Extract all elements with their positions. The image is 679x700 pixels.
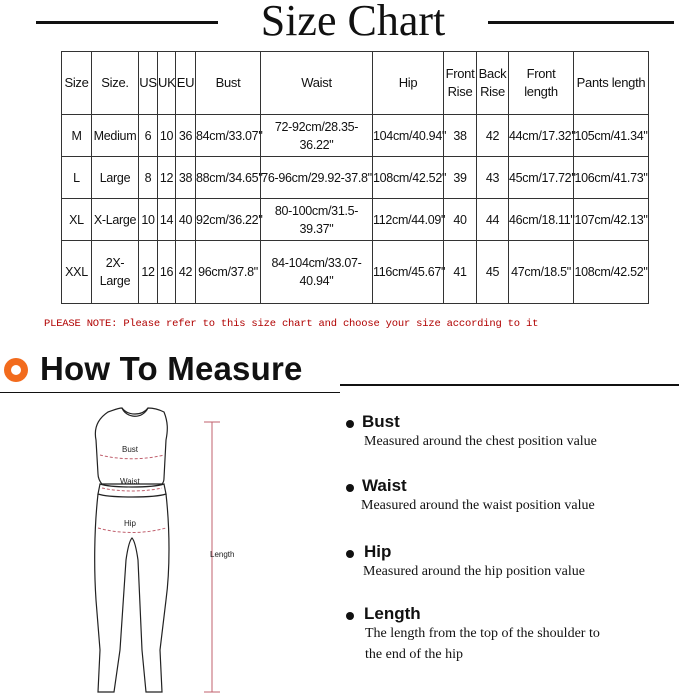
- table-cell: [62, 241, 92, 304]
- table-cell: [196, 115, 261, 157]
- cell-text: 116cm/45.67": [373, 265, 446, 279]
- jumpsuit-figure: [70, 400, 250, 696]
- cell-text: 45cm/17.72": [509, 170, 576, 185]
- cell-text: M: [71, 128, 82, 143]
- table-cell: [574, 241, 649, 304]
- cell-text: 47cm/18.5": [511, 265, 571, 279]
- table-cell: [574, 115, 649, 157]
- header-rule-left: [0, 392, 340, 393]
- table-cell: [444, 241, 477, 304]
- table-cell: [62, 52, 92, 115]
- measure-description: The length from the top of the shoulder to: [365, 626, 600, 641]
- table-cell: [176, 199, 196, 241]
- table-cell: [139, 157, 158, 199]
- table-cell: [261, 199, 373, 241]
- table-cell: [196, 241, 261, 304]
- figure-length-label: Length: [210, 550, 235, 559]
- table-cell: [477, 157, 509, 199]
- measure-label: Length: [364, 604, 421, 623]
- cell-text: Waist: [301, 75, 332, 90]
- table-cell: [444, 115, 477, 157]
- table-cell: [444, 157, 477, 199]
- header-rule-right: [340, 384, 679, 386]
- cell-text: 45: [485, 265, 500, 279]
- cell-text: Front: [526, 66, 556, 81]
- table-cell: [509, 115, 574, 157]
- cell-text: 42: [178, 265, 193, 279]
- cell-text: 14: [159, 212, 174, 227]
- table-cell: [477, 241, 509, 304]
- table-cell: [139, 241, 158, 304]
- target-bullet-icon: [4, 358, 28, 382]
- cell-text: 10: [159, 128, 174, 143]
- cell-text: Large: [99, 274, 131, 288]
- cell-text: 38: [453, 128, 467, 143]
- measure-description: Measured around the hip position value: [363, 564, 586, 579]
- cell-text: 44cm/17.32": [509, 128, 576, 143]
- table-cell: [477, 52, 509, 115]
- cell-text: 6: [144, 128, 152, 143]
- table-cell: [158, 241, 176, 304]
- cell-text: 2X-: [105, 256, 125, 270]
- table-cell: [92, 115, 139, 157]
- table-cell: [373, 52, 444, 115]
- table-cell: [509, 199, 574, 241]
- table-cell: [196, 52, 261, 115]
- table-cell: [574, 199, 649, 241]
- cell-text: 108cm/42.52": [373, 170, 447, 185]
- size-note: PLEASE NOTE: Please refer to this size chart and choose your size according to it: [44, 318, 539, 330]
- bullet-dot-icon: [346, 550, 354, 558]
- cell-text: 84-104cm/33.07-40.94": [271, 256, 362, 288]
- cell-text: 112cm/44.09": [373, 212, 446, 227]
- cell-text: Back: [478, 66, 507, 81]
- cell-text: 16: [159, 265, 174, 279]
- table-cell: [92, 199, 139, 241]
- cell-text: 12: [159, 170, 174, 185]
- table-cell: [176, 52, 196, 115]
- table-cell: [176, 157, 196, 199]
- measure-label: Bust: [362, 412, 400, 431]
- table-cell: [92, 241, 139, 304]
- cell-text: 76-96cm/29.92-37.8": [261, 170, 372, 185]
- measure-label: Hip: [364, 542, 392, 561]
- cell-text: 108cm/42.52": [574, 265, 648, 279]
- cell-text: Rise: [447, 84, 473, 99]
- table-cell: [196, 199, 261, 241]
- table-cell: [261, 157, 373, 199]
- table-row: [62, 115, 649, 157]
- cell-text: 40: [453, 212, 467, 227]
- table-cell: [373, 157, 447, 199]
- table-cell: [477, 115, 509, 157]
- cell-text: 40: [178, 212, 193, 227]
- cell-text: 42: [485, 128, 500, 143]
- cell-text: 84cm/33.07": [196, 128, 263, 143]
- table-cell: [261, 52, 373, 115]
- bullet-dot-icon: [346, 420, 354, 428]
- measure-description: Measured around the chest position value: [364, 434, 597, 449]
- measure-description: the end of the hip: [365, 647, 463, 662]
- table-cell: [92, 52, 139, 115]
- cell-text: 39: [453, 170, 467, 185]
- cell-text: 96cm/37.8": [198, 265, 258, 279]
- cell-text: 106cm/41.73": [574, 170, 648, 185]
- table-cell: [509, 52, 574, 115]
- page-title: Size Chart: [260, 0, 446, 45]
- table-cell: [373, 241, 444, 304]
- table-row: [62, 199, 649, 241]
- cell-text: Rise: [480, 84, 505, 99]
- table-cell: [139, 199, 158, 241]
- measure-description: Measured around the waist position value: [361, 498, 595, 513]
- table-cell: [158, 199, 176, 241]
- table-cell: [139, 52, 158, 115]
- cell-text: 46cm/18.11": [509, 212, 575, 227]
- cell-text: Hip: [398, 75, 418, 90]
- cell-text: 36: [178, 128, 193, 143]
- table-cell: [261, 115, 373, 157]
- figure-bust-label: Bust: [122, 445, 139, 454]
- table-header-row: [62, 52, 649, 115]
- cell-text: 38: [178, 170, 193, 185]
- cell-text: Bust: [215, 75, 241, 90]
- table-cell: [261, 241, 373, 304]
- cell-text: 44: [485, 212, 500, 227]
- table-cell: [139, 115, 158, 157]
- measure-label: Waist: [362, 476, 407, 495]
- cell-text: 12: [141, 265, 155, 279]
- title-rule-right: [488, 21, 674, 24]
- table-cell: [176, 115, 196, 157]
- cell-text: Size: [64, 75, 89, 90]
- how-to-measure-header: [0, 348, 679, 396]
- cell-text: 10: [141, 212, 155, 227]
- cell-text: Medium: [93, 128, 137, 143]
- table-cell: [444, 52, 477, 115]
- cell-text: 72-92cm/28.35-36.22": [274, 119, 359, 152]
- bullet-dot-icon: [346, 612, 354, 620]
- cell-text: Front: [445, 66, 475, 81]
- table-cell: [477, 199, 509, 241]
- table-cell: [574, 52, 649, 115]
- cell-text: XL: [69, 212, 84, 227]
- size-chart-table: [61, 51, 649, 304]
- how-to-measure-title: How To Measure: [40, 350, 303, 387]
- cell-text: XXL: [65, 265, 88, 279]
- table-row: [62, 241, 649, 304]
- table-cell: [176, 241, 196, 304]
- table-cell: [574, 157, 649, 199]
- cell-text: 105cm/41.34": [574, 128, 648, 143]
- table-cell: [158, 157, 176, 199]
- title-rule-left: [36, 21, 218, 24]
- cell-text: Pants length: [576, 75, 646, 90]
- table-cell: [62, 199, 92, 241]
- cell-text: 88cm/34.65": [196, 170, 263, 185]
- figure-hip-label: Hip: [124, 519, 137, 528]
- cell-text: 8: [144, 170, 152, 185]
- cell-text: length: [524, 84, 558, 99]
- table-cell: [62, 157, 92, 199]
- table-cell: [373, 199, 444, 241]
- table-cell: [509, 241, 574, 304]
- cell-text: 43: [485, 170, 500, 185]
- cell-text: EU: [176, 75, 195, 90]
- cell-text: UK: [158, 75, 176, 90]
- measure-lines: [98, 422, 220, 692]
- cell-text: Size.: [101, 75, 129, 90]
- size-chart-header: [0, 0, 679, 46]
- cell-text: X-Large: [93, 212, 137, 227]
- cell-text: 104cm/40.94": [373, 128, 447, 143]
- cell-text: 107cm/42.13": [574, 212, 648, 227]
- table-cell: [92, 157, 139, 199]
- table-cell: [158, 52, 176, 115]
- cell-text: 80-100cm/31.5-39.37": [274, 203, 359, 236]
- table-cell: [196, 157, 261, 199]
- figure-waist-label: Waist: [120, 477, 140, 486]
- cell-text: Large: [99, 170, 131, 185]
- table-cell: [509, 157, 574, 199]
- table-cell: [444, 199, 477, 241]
- cell-text: L: [73, 170, 80, 185]
- table-row: [62, 157, 649, 199]
- bullet-dot-icon: [346, 484, 354, 492]
- table-cell: [373, 115, 447, 157]
- cell-text: 41: [453, 265, 467, 279]
- table-cell: [62, 115, 92, 157]
- cell-text: 92cm/36.22": [196, 212, 263, 227]
- cell-text: US: [139, 75, 157, 90]
- table-cell: [158, 115, 176, 157]
